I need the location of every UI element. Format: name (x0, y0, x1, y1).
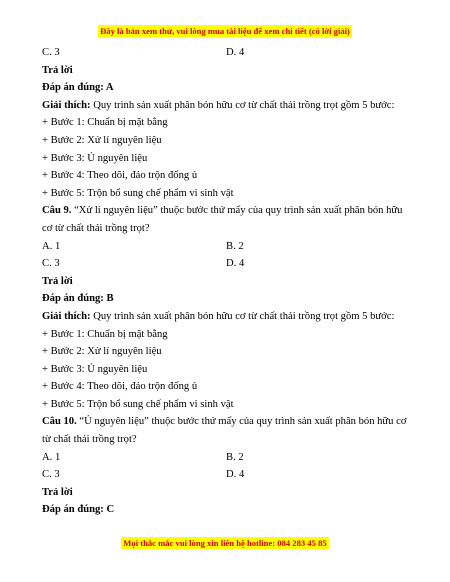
option-a: A. 1 (42, 451, 61, 463)
options-row (42, 449, 410, 467)
correct-answer: Đáp án đúng: A (42, 82, 114, 94)
options-row (42, 255, 410, 273)
hotline-banner (0, 537, 450, 549)
preview-banner-text: Đây là bản xem thử, vui lòng mua tài liệu để xem chi tiết (có lời giải) (100, 26, 350, 36)
explanation: Giải thích: Quy trình sản xuất phân bón hữu cơ từ chất thải trồng trọt gồm 5 bước: (42, 99, 395, 111)
options-row (42, 466, 410, 484)
correct-answer: Đáp án đúng: C (42, 504, 115, 516)
hotline-banner-text: Mọi thắc mắc vui lòng xin liên hệ hotline: 084 283 45 85 (123, 538, 327, 548)
option-d: D. 4 (226, 258, 245, 270)
step-item: + Bước 4: Theo dõi, đảo trộn đống ủ (42, 170, 198, 182)
answer-heading: Trả lời (42, 275, 73, 287)
step-item: + Bước 5: Trộn bổ sung chế phẩm vi sinh vật (42, 398, 234, 410)
step-item: + Bước 1: Chuẩn bị mặt bằng (42, 117, 168, 129)
question-10: Câu 10. “Ủ nguyên liệu” thuộc bước thứ mấy của quy trình sản xuất phân bón hữu cơ từ chất thải trồng trọt? (42, 416, 407, 446)
step-item: + Bước 5: Trộn bổ sung chế phẩm vi sinh vật (42, 187, 234, 199)
step-item: + Bước 3: Ủ nguyên liệu (42, 363, 148, 375)
option-d: D. 4 (226, 47, 245, 58)
step-item: + Bước 4: Theo dõi, đảo trộn đống ủ (42, 381, 198, 393)
option-d: D. 4 (226, 469, 245, 481)
option-c: C. 3 (42, 47, 60, 58)
answer-heading: Trả lời (42, 486, 73, 498)
explanation: Giải thích: Quy trình sản xuất phân bón hữu cơ từ chất thải trồng trọt gồm 5 bước: (42, 310, 395, 322)
preview-banner (0, 25, 450, 37)
correct-answer: Đáp án đúng: B (42, 293, 114, 305)
step-item: + Bước 1: Chuẩn bị mặt bằng (42, 328, 168, 340)
option-a: A. 1 (42, 240, 61, 252)
step-item: + Bước 3: Ủ nguyên liệu (42, 152, 148, 164)
option-c: C. 3 (42, 258, 60, 270)
step-item: + Bước 2: Xử lí nguyên liệu (42, 134, 162, 146)
option-c: C. 3 (42, 469, 60, 481)
options-row (42, 238, 410, 256)
options-row (42, 44, 410, 62)
option-b: B. 2 (226, 451, 244, 463)
question-9: Câu 9. “Xử lí nguyên liệu” thuộc bước thứ mấy của quy trình sản xuất phân bón hữu cơ từ chất thải trồng trọt? (42, 205, 403, 234)
document-content (42, 44, 410, 519)
answer-heading: Trả lời (42, 64, 73, 76)
step-item: + Bước 2: Xử lí nguyên liệu (42, 346, 162, 358)
option-b: B. 2 (226, 240, 244, 252)
